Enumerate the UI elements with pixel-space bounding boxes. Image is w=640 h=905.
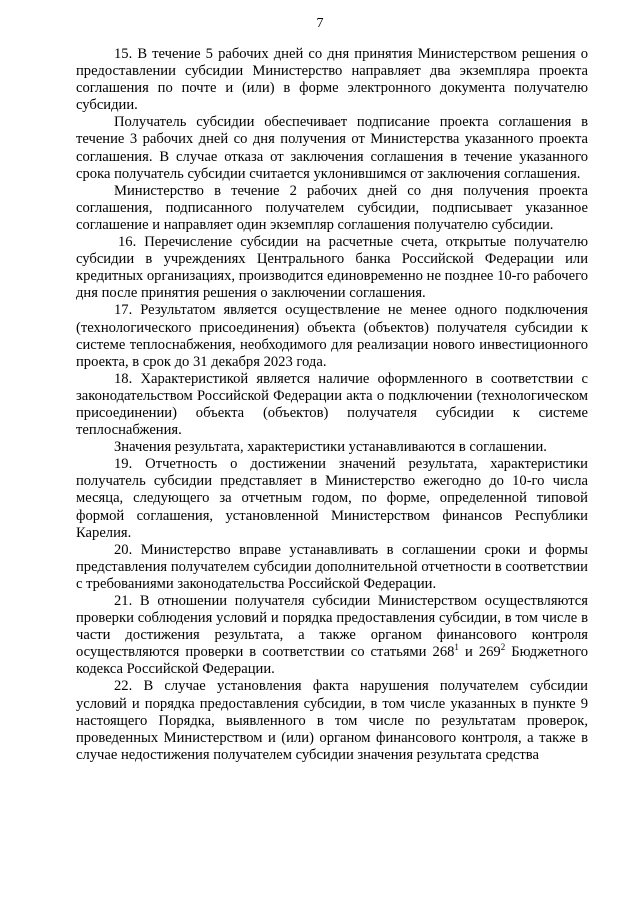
paragraph-17: 17. Результатом является осуществление не менее одного подключения (технологического присоединения) объекта (объектов) получателя субсидии к системе теплоснабжения, необходимого для реализации нового инвестиционного проекта, в срок до 31 декабря 2023 года. [76, 302, 588, 370]
paragraph-22: 22. В случае установления факта нарушения получателем субсидии условий и порядка предоставления субсидии, в том числе указанных в пункте 9 настоящего Порядка, выявленного в том числе по результатам проверок, проведенных Министерством и (или) органом финансового контроля, а также в случае недостижения получателем субсидии значения результата средства [76, 678, 588, 763]
page-number: 7 [316, 16, 324, 31]
paragraph-21 [76, 593, 588, 678]
paragraph-21-text-before: 21. В отношении получателя субсидии Министерством осуществляются проверки соблюдения условий и порядка предоставления субсидии, в том числе в части достижения результата, а также органом финансового контроля осуществляются проверки в соответствии со статьями 268 [76, 593, 588, 661]
paragraph-21-text-after: Бюджетного кодекса Российской Федерации. [76, 644, 589, 678]
paragraph-21-text-middle: и 269 [458, 644, 501, 661]
paragraph-15-ministry-signing: Министерство в течение 2 рабочих дней со дня получения проекта соглашения, подписанного получателем субсидии, подписывает указанное соглашение и направляет один экземпляр соглашения получателю субсидии. [76, 182, 588, 233]
paragraph-16: 16. Перечисление субсидии на расчетные счета, открытые получателю субсидии в учреждениях Центрального банка Российской Федерации или кредитных организациях, производится единовременно не позднее 10-го рабочего дня после принятия решения о заключении соглашения. [76, 234, 588, 302]
paragraph-20: 20. Министерство вправе устанавливать в соглашении сроки и формы представления получателем субсидии дополнительной отчетности в соответствии с требованиями законодательства Российской Федерации. [76, 541, 588, 592]
paragraph-15-signing: Получатель субсидии обеспечивает подписание проекта соглашения в течение 3 рабочих дней со дня получения от Министерства указанного проекта соглашения. В случае отказа от заключения соглашения в течение указанного срока получатель субсидии считается уклонившимся от заключения соглашения. [76, 114, 588, 182]
paragraph-18: 18. Характеристикой является наличие оформленного в соответствии с законодательством Российской Федерации акта о подключении (технологическом присоединении) объекта (объектов) получателя субсидии к системе теплоснабжения. [76, 370, 588, 439]
paragraph-19: 19. Отчетность о достижении значений результата, характеристики получатель субсидии представляет в Министерство ежегодно до 10-го числа месяца, следующего за отчетным годом, по форме, определенной типовой формой соглашения, установленной Министерством финансов Республики Карелия. [76, 456, 588, 541]
paragraph-15: 15. В течение 5 рабочих дней со дня принятия Министерством решения о предоставлении субсидии Министерство направляет два экземпляра проекта соглашения по почте и (или) в форме электронного документа получателю субсидии. [76, 46, 588, 114]
document-body [76, 46, 588, 764]
superscript-1: 1 [454, 642, 459, 653]
paragraph-18-values: Значения результата, характеристики устанавливаются в соглашении. [114, 439, 547, 456]
superscript-2: 2 [500, 642, 506, 653]
